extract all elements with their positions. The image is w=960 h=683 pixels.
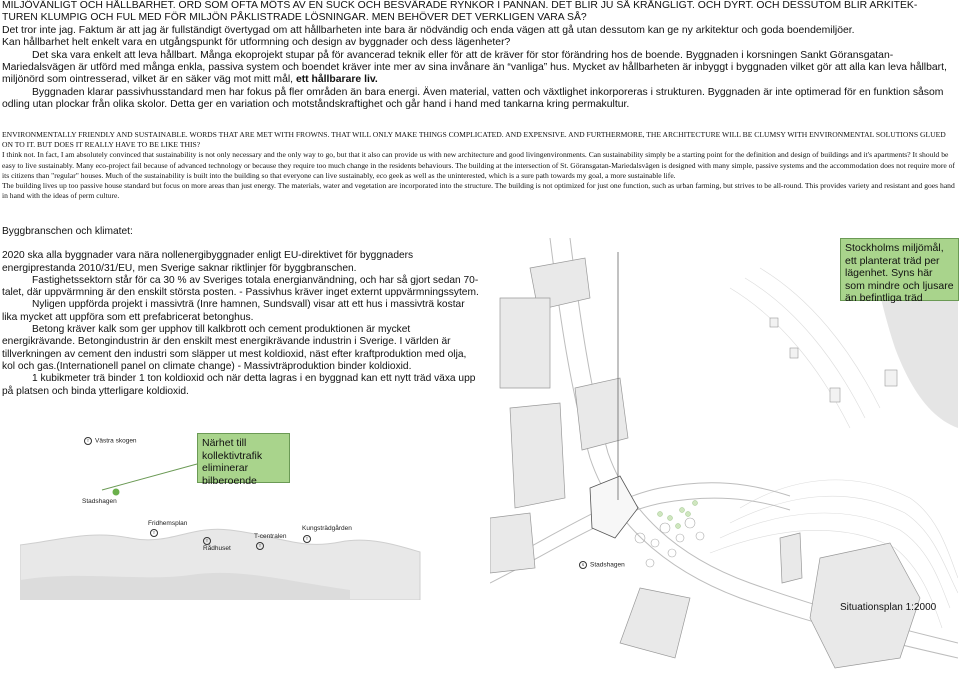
- scale-label: Situationsplan 1:2000: [840, 602, 937, 613]
- english-paragraph-2: The building lives up too passive house standard but focus on more areas than just energy. The materials, water and vegetation are incorporated into the structure. The building is not optimized for just one function, such as urban farming, but strives to be all-round. This provides variety and resistant and goes hand in hand with the ideas of perm culture.: [2, 181, 955, 201]
- english-paragraph-1: I think not. In fact, I am absolutely convinced that sustainability is not only necessary and the only way to go, but that it also can provide us with new architecture and good livingenvironments. Can sustainability simply be a starting point for the definition and design of buildings and it's apartments? It should be easy to live sustainably. Many eco-project fail because of advanced technology or because they require too much change in the residents behaviours. The building at the intersection of St. Göransgatan-Mariedalsvägen is designed with many simple, passive systems and the accommodation does not require more of its citizens than "regular" houses. Much of the sustainability is built into the building so that everyone can live sustainably, eco geek as well as the uninterested, which is a sure path towards my goal, a more sustainable life.: [2, 150, 955, 180]
- metro-icon: T: [303, 535, 314, 544]
- climate-section: [2, 226, 482, 398]
- map-label-fridhemsplan: Fridhemsplan: [148, 520, 188, 527]
- map-label-vastra-skogen: T Västra skogen: [84, 437, 137, 446]
- climate-p1: 2020 ska alla byggnader vara nära nollenergibyggnader enligt EU-direktivet för byggnaders energiprestanda 2010/31/EU, men Sverige saknar riktlinjer för byggbranschen.: [2, 250, 414, 274]
- english-intro: [2, 130, 957, 201]
- map-label-t-centralen: T-centralen: [254, 533, 287, 540]
- para2-bold: ett hållbarare liv.: [295, 74, 378, 86]
- intro-caps-line-1: MILJÖVÄNLIGT OCH HÅLLBARHET. ORD SOM OFTA MÖTS AV EN SUCK OCH BESVÄRADE RYNKOR I PANNAN. DET BLIR JU SÅ KRÅNGLIGT. OCH DYRT. OCH DESSUTOM BLIR ARKITEK-: [2, 0, 918, 11]
- site-marker-icon: S: [579, 561, 587, 569]
- metro-icon: T: [84, 437, 92, 445]
- intro-paragraph-2: [2, 50, 957, 87]
- swedish-intro: [2, 0, 957, 112]
- intro-paragraph-3: Byggnaden klarar passivhusstandard men har fokus på fler områden än bara energi. Även material, vatten och växtlighet inkorporeras i strukturen. Byggnaden är inte optimerad för en funktion såsom odling utan plockar från olika skolor. Detta ger en variation och motståndskraftighet och går hand i hand med tankarna kring permakultur.: [2, 86, 944, 111]
- climate-heading: Byggbranschen och klimatet:: [2, 226, 133, 237]
- climate-p3: Nyligen uppförda projekt i massivträ (Inre hamnen, Sundsvall) visar att ett hus i massivträ kostar lika mycket att uppföra som ett prefabricerat betonghus.: [2, 299, 465, 323]
- map-label-kungstradgarden: Kungsträdgården: [302, 525, 352, 532]
- climate-p2: Fastighetssektorn står för ca 30 % av Sveriges totala energianvändning, och har så gjort sedan 70-talet, där uppvärmning är den enskilt största posten. - Passivhus kräver inget externt uppvärmningssytem.: [2, 274, 479, 299]
- climate-p5: 1 kubikmeter trä binder 1 ton koldioxid och när detta lagras i en byggnad kan ett nytt träd växa upp på platsen och binda ytterligare koldioxid.: [2, 373, 476, 397]
- intro-statement: Det tror inte jag. Faktum är att jag är fullständigt övertygad om att hållbarheten inte bara är nödvändig och enda vägen att gå utan dessutom kan ge ny arkitektur och goda boendemiljöer.: [2, 24, 855, 36]
- note-trees: Stockholms miljömål, ett planterat träd per lägenhet. Syns här som mindre och ljusare än befintliga träd: [840, 238, 959, 301]
- map-label-radhuset: Rådhuset: [203, 545, 231, 552]
- site-label-stadshagen: S Stadshagen: [579, 561, 625, 570]
- metro-icon: T: [203, 537, 214, 546]
- note-collective-traffic: Närhet till kollektivtrafik eliminerar bilberoende: [197, 433, 290, 483]
- note-leader-line: [100, 462, 200, 492]
- english-caps: ENVIRONMENTALLY FRIENDLY AND SUSTAINABLE. WORDS THAT ARE MET WITH FROWNS. THAT WILL ONLY MAKE THINGS COMPLICATED. AND EXPENSIVE. AND FURTHERMORE, THE ARCHITECTURE WILL BE CLUMSY WITH ENVIRONMENTAL SOLUTIONS GLUED ON TO IT. BUT DOES IT REALLY HAVE TO BE LIKE THIS?: [2, 130, 946, 150]
- metro-icon: T: [256, 542, 267, 551]
- intro-question: Kan hållbarhet helt enkelt vara en utgångspunkt för utformning och design av byggnader och dess lägenheter?: [2, 37, 511, 49]
- map-label-stadshagen: Stadshagen: [82, 498, 117, 505]
- climate-p4: Betong kräver kalk som ger upphov till kalkbrott och cement produktionen är mycket energikrävande. Betongindustrin är den enskilt mest energikrävande industrin i Sverige. I världen är tillverkningen av cement den industri som släpper ut mest koldioxid, näst efter kraftproduktion med olja, kol och gas.(Internationell panel on climate change) - Massivträproduktion binder koldioxid.: [2, 324, 467, 372]
- intro-caps-line-2: TUREN KLUMPIG OCH FUL MED FÖR MILJÖN PÅKLISTRADE LÖSNINGAR. MEN BEHÖVER DET VERKLIGEN VARA SÅ?: [2, 12, 587, 24]
- para2-text: Det ska vara enkelt att leva hållbart. Många ekoprojekt stupar på för avancerad teknik eller för att de kräver för stor förändring hos de boende. Byggnaden i korsningen Sankt Göransgatan-Mariedalsvägen är utförd med många enkla, passiva system och boendet kräver inte mer av sina invånare än “vanliga” hus. Mycket av hållbarheten är inbyggt i byggnaden vilket gör att alla kan leva hållbart, miljönörd som ointresserad, vilket är en säker väg mot mitt mål,: [2, 49, 947, 86]
- metro-icon: T: [150, 529, 161, 538]
